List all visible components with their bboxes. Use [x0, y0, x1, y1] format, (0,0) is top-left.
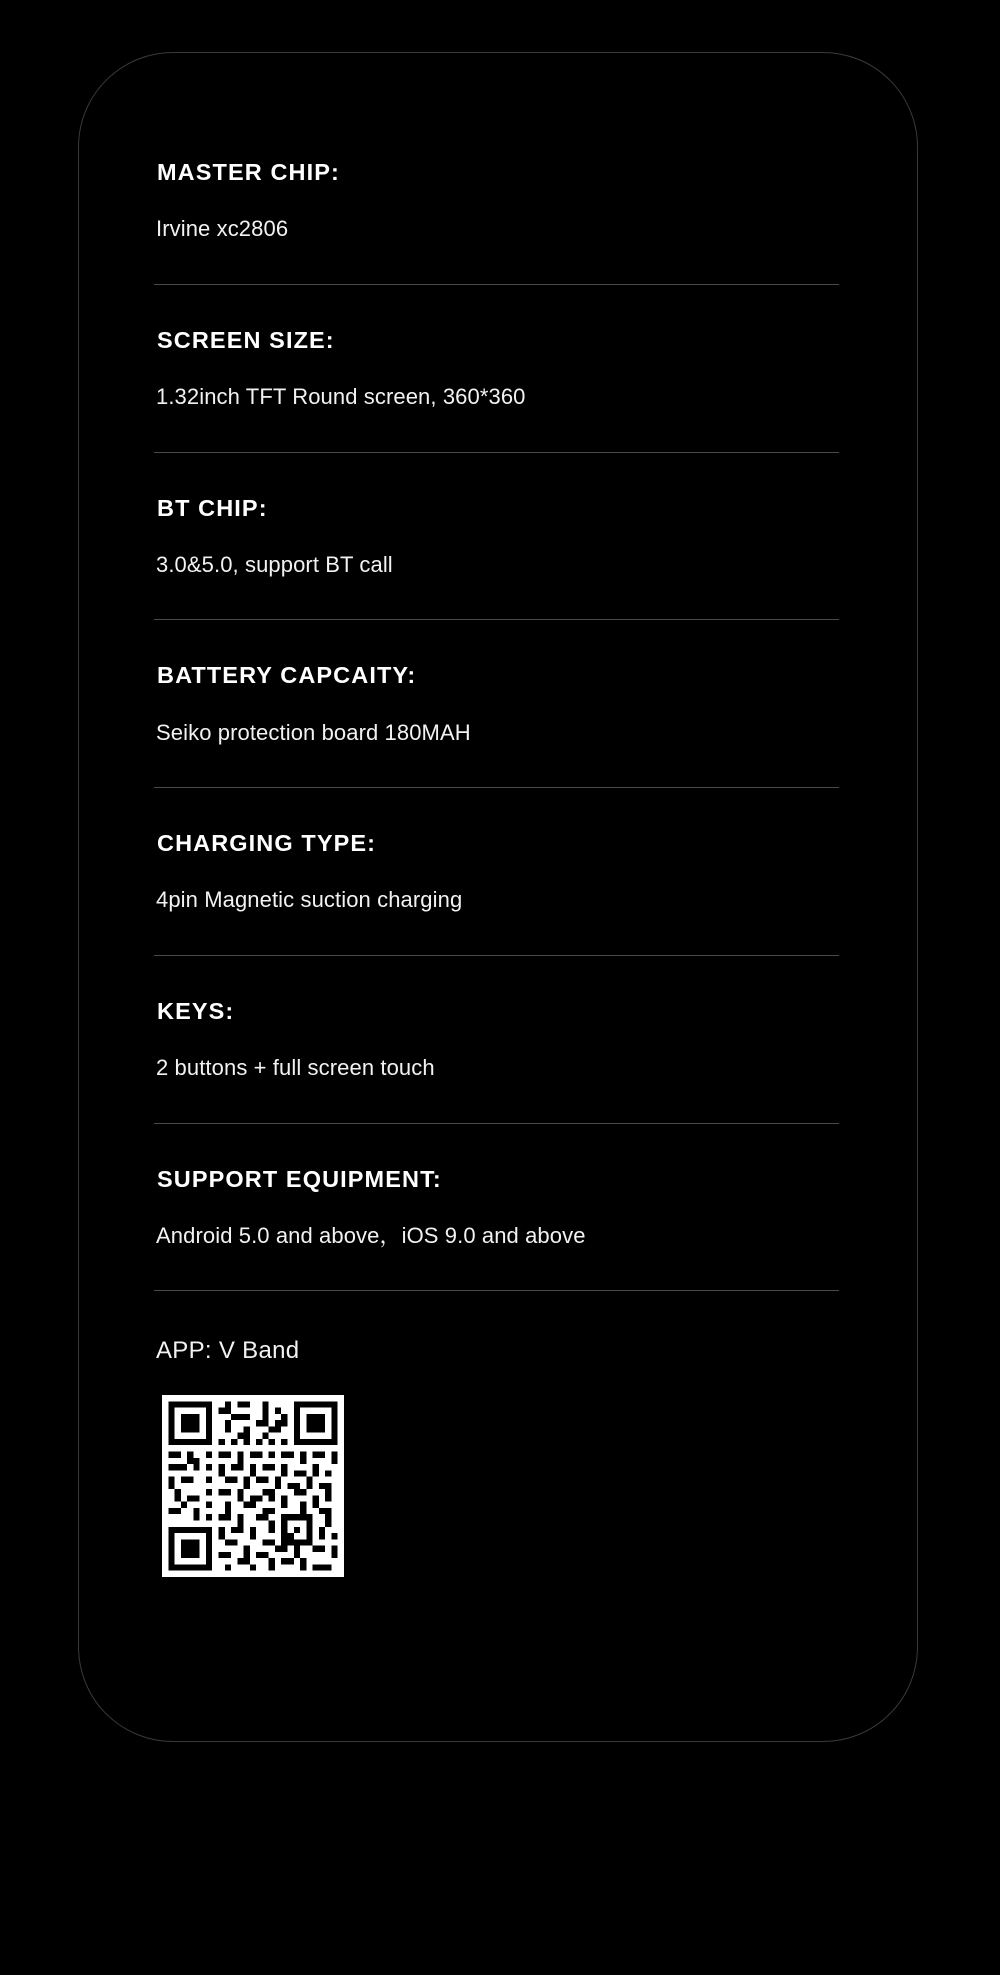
qr-code-container: [154, 1395, 844, 1577]
spacer: [154, 620, 844, 661]
spacer: [154, 354, 844, 383]
spec-value: 1.32inch TFT Round screen, 360*360: [156, 383, 526, 409]
spec-label: MASTER CHIP:: [157, 159, 340, 185]
spacer: [154, 1083, 844, 1123]
spec-item-bt-chip: [154, 494, 844, 580]
spec-item-charging-type: [154, 829, 844, 915]
spacer: [154, 579, 844, 619]
spec-value: Android 5.0 and above，iOS 9.0 and above: [156, 1222, 586, 1248]
spec-value: 3.0&5.0, support BT call: [156, 551, 393, 577]
spec-value: Seiko protection board 180MAH: [156, 719, 471, 745]
spacer: [154, 1124, 844, 1165]
spec-label: KEYS:: [157, 997, 235, 1024]
spacer: [154, 186, 844, 215]
spec-value: Irvine xc2806: [156, 216, 289, 242]
spacer: [154, 956, 844, 997]
spacer: [154, 690, 844, 719]
spacer: [154, 1025, 844, 1054]
spacer: [154, 1250, 844, 1290]
spec-value: 2 buttons + full screen touch: [156, 1055, 435, 1081]
app-line: APP: V Band: [156, 1337, 300, 1365]
spec-label: CHARGING TYPE:: [157, 830, 377, 857]
spacer: [154, 788, 844, 829]
spec-list: [154, 158, 844, 1577]
spec-card: [78, 52, 918, 1742]
spec-item-keys: [154, 997, 844, 1083]
spacer: [154, 915, 844, 955]
spacer: [154, 244, 844, 284]
spacer: [154, 1193, 844, 1222]
spacer: [154, 747, 844, 787]
spec-label: SUPPORT EQUIPMENT:: [157, 1165, 442, 1192]
spec-item-screen-size: [154, 326, 844, 412]
spec-label: BT CHIP:: [157, 494, 268, 521]
spacer: [154, 1291, 844, 1335]
spec-value: 4pin Magnetic suction charging: [156, 887, 463, 913]
spacer: [154, 412, 844, 452]
spacer: [154, 857, 844, 886]
spacer: [154, 522, 844, 551]
qr-code-image: [162, 1395, 344, 1577]
spec-item-support-equipment: [154, 1165, 844, 1251]
spec-label: BATTERY CAPCAITY:: [157, 662, 417, 689]
spec-label: SCREEN SIZE:: [157, 326, 335, 353]
spacer: [154, 285, 844, 326]
spacer: [154, 453, 844, 494]
qr-code: [162, 1395, 344, 1577]
spec-item-master-chip: [154, 158, 844, 244]
spec-item-battery-capacity: [154, 661, 844, 747]
